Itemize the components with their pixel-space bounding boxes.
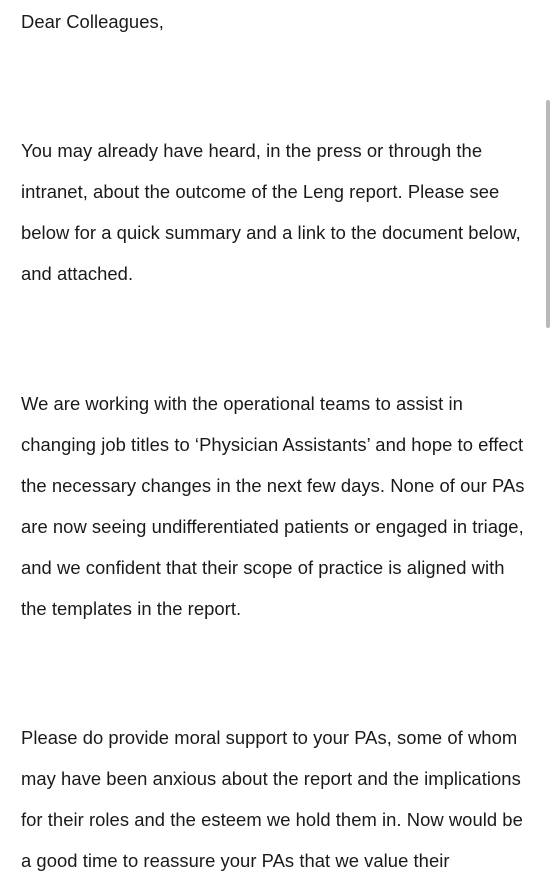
paragraph-moral-support <box>21 717 523 881</box>
paragraph-line: changing job titles to ‘Physician Assistants’ and hope to effect <box>21 434 524 455</box>
paragraph-line: a good time to reassure your PAs that we value their <box>21 850 450 871</box>
paragraph-line: for their roles and the esteem we hold them in. Now would be <box>21 809 523 830</box>
paragraph-line: the templates in the report. <box>21 598 242 619</box>
paragraph-line: are now seeing undifferentiated patients or engaged in triage, <box>21 516 524 537</box>
paragraph-line: and attached. <box>21 263 134 284</box>
paragraph-line: the necessary changes in the next few days. None of our PAs <box>21 475 525 496</box>
paragraph-line: may have been anxious about the report and the implications <box>21 768 521 789</box>
paragraph-job-titles <box>21 383 525 629</box>
paragraph-line: below for a quick summary and a link to the document below, <box>21 222 521 243</box>
paragraph-line: We are working with the operational teams to assist in <box>21 393 463 414</box>
greeting-line: Dear Colleagues, <box>21 11 164 32</box>
paragraph-line: You may already have heard, in the press or through the <box>21 140 483 161</box>
scrollbar-thumb[interactable] <box>546 100 550 328</box>
paragraph-leng-report <box>21 130 521 294</box>
paragraph-line: Please do provide moral support to your PAs, some of whom <box>21 727 518 748</box>
greeting <box>21 1 164 42</box>
paragraph-line: and we confident that their scope of practice is aligned with <box>21 557 505 578</box>
paragraph-line: intranet, about the outcome of the Leng report. Please see <box>21 181 500 202</box>
